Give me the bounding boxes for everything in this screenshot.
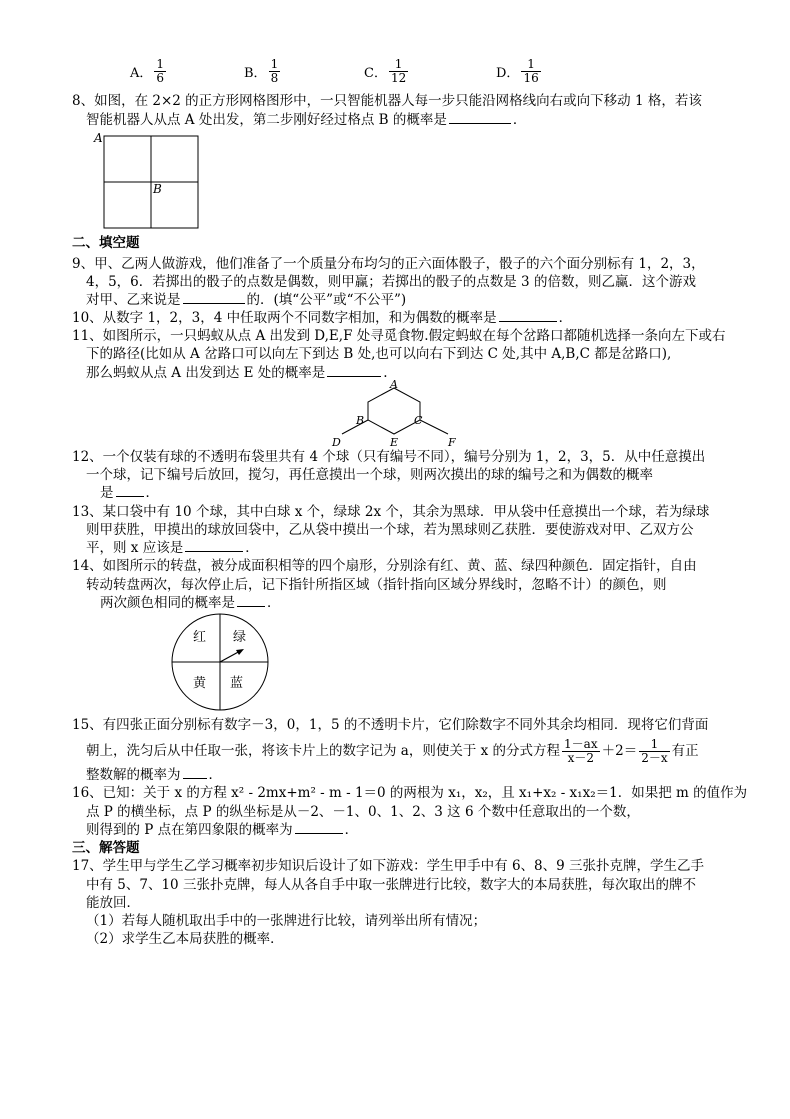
q17-line1: 17、学生甲与学生乙学习概率初步知识后设计了如下游戏：学生甲手中有 6、8、9 三张扑克牌，学生乙手	[72, 858, 705, 874]
node-e-label: E	[390, 436, 399, 449]
q14-line3: 两次颜色相同的概率是 ．	[100, 595, 281, 611]
q11-line3: 那么蚂蚁从点 A 出发到达 E 处的概率是 .	[86, 365, 388, 381]
path-to-d	[342, 420, 368, 434]
q8-line1: 8、如图，在 2×2 的正方形网格图形中，一只智能机器人每一步只能沿网格线向右或向下移动 1 格，若该	[72, 93, 702, 109]
node-d-label: D	[332, 436, 341, 449]
q13-line2: 则甲获胜，甲摸出的球放回袋中，乙从袋中摸出一个球，若为黑球则乙获胜．要使游戏对甲、乙双方公	[86, 522, 694, 538]
q11-line2: 下的路径(比如从 A 岔路口可以向左下到达 B 处,也可以向右下到达 C 处,其中 A,B,C 都是岔路口),	[86, 346, 672, 362]
fraction: $\frac{1}{6}$	[156, 57, 165, 85]
sector-yellow-label: 黄	[193, 676, 207, 691]
q16-line2: 点 P 的横坐标，点 P 的纵坐标是从－2、－1、0、1、2、3 这 6 个数中任意取出的一个数，	[86, 804, 640, 820]
choice-b: B． $\frac{1}{8}$	[244, 57, 279, 85]
node-b-label: B	[356, 414, 365, 427]
fraction: $\frac{1}{16}$	[523, 57, 539, 85]
q17-sub1: （1）若每人随机取出手中的一张牌进行比较，请列举出所有情况；	[86, 913, 487, 929]
point-a-label: A	[94, 131, 103, 145]
q16-line3: 则得到的 P 点在第四象限的概率为 ．	[86, 822, 359, 838]
sector-red-label: 红	[193, 630, 207, 645]
q15-line2: 朝上，洗匀后从中任取一张，将该卡片上的数字记为 a，则使关于 x 的分式方程 $\frac{1-ax}{x-2}$ ＋2＝ $\frac{1}{2-x}$ 有正	[86, 737, 699, 765]
ant-path-figure	[328, 378, 463, 450]
q13-line1: 13、某口袋中有 10 个球，其中白球 x 个，绿球 2x 个，其余为黑球．甲从袋中任意摸出一个球，若为绿球	[72, 504, 710, 520]
sector-green-label: 绿	[233, 630, 247, 645]
fraction: $\frac{1}{12}$	[390, 57, 407, 85]
fraction-right: $\frac{1}{2-x}$	[641, 737, 668, 765]
node-f-label: F	[448, 436, 456, 449]
fraction: $\frac{1}{8}$	[270, 57, 279, 85]
q12-line3: 是 ．	[100, 485, 159, 501]
section-title-answer: 三、解答题	[72, 840, 140, 856]
grid-figure	[92, 130, 204, 232]
q9-line3: 对甲、乙来说是 的．(填“公平”或“不公平”)	[86, 292, 407, 308]
section-title-fill-in: 二、填空题	[72, 235, 140, 251]
q14-line1: 14、如图所示的转盘，被分成面积相等的四个扇形，分别涂有红、黄、蓝、绿四种颜色．固定指针，自由	[72, 558, 697, 574]
q10: 10、从数字 1，2，3，4 中任取两个不同数字相加，和为偶数的概率是 ．	[72, 310, 573, 326]
q17-sub2: （2）求学生乙本局获胜的概率．	[86, 931, 284, 947]
q17-line3: 能放回．	[86, 895, 140, 911]
q12-line1: 12、一个仅装有球的不透明布袋里共有 4 个球（只有编号不同），编号分别为 1，2，3，5．从中任意摸出	[72, 449, 706, 465]
fraction-left: $\frac{1-ax}{x-2}$	[564, 737, 598, 765]
q16-line1: 16、已知：关于 x 的方程 x² - 2mx+m² - m - 1＝0 的两根为 x₁，x₂，且 x₁+x₂ - x₁x₂＝1．如果把 m 的值作为	[72, 785, 748, 801]
q13-line3: 平，则 x 应该是 ．	[86, 540, 259, 556]
q17-line2: 中有 5、7、10 三张扑克牌，每人从各自手中取一张牌进行比较，数字大的本局获胜，每次取出的牌不	[86, 877, 696, 893]
spinner-figure	[166, 612, 276, 712]
node-c-label: C	[414, 414, 423, 427]
q8-line2: 智能机器人从点 A 处出发，第二步刚好经过格点 B 的概率是 ．	[86, 112, 527, 128]
choice-a: A． $\frac{1}{6}$	[130, 57, 165, 85]
node-a-label: A	[390, 378, 398, 391]
path-to-f	[420, 420, 448, 434]
hexagon-path	[368, 388, 420, 434]
q14-line2: 转动转盘两次，每次停止后，记下指针所指区域（指针指向区域分界线时，忽略不计）的颜色，则	[86, 577, 667, 593]
q11-line1: 11、如图所示，一只蚂蚁从点 A 出发到 D,E,F 处寻觅食物.假定蚂蚁在每个岔路口都随机选择一条向左下或右	[72, 328, 726, 344]
point-b-label: B	[153, 182, 162, 196]
q12-line2: 一个球，记下编号后放回，搅匀，再任意摸出一个球，则两次摸出的球的编号之和为偶数的概率	[86, 467, 653, 483]
q15-line3: 整数解的概率为 ．	[86, 767, 222, 783]
q15-line1: 15、有四张正面分别标有数字－3，0，1，5 的不透明卡片，它们除数字不同外其余均相同．现将它们背面	[72, 717, 709, 733]
q9-line1: 9、甲、乙两人做游戏，他们准备了一个质量分布均匀的正六面体骰子，骰子的六个面分别标有 1，2，3，	[72, 256, 705, 272]
sector-blue-label: 蓝	[230, 676, 244, 691]
choice-d: D． $\frac{1}{16}$	[496, 57, 539, 85]
q9-line2: 4，5，6．若掷出的骰子的点数是偶数，则甲赢；若掷出的骰子的点数是 3 的倍数，则乙赢．这个游戏	[86, 274, 696, 290]
choice-c: C． $\frac{1}{12}$	[364, 57, 407, 85]
